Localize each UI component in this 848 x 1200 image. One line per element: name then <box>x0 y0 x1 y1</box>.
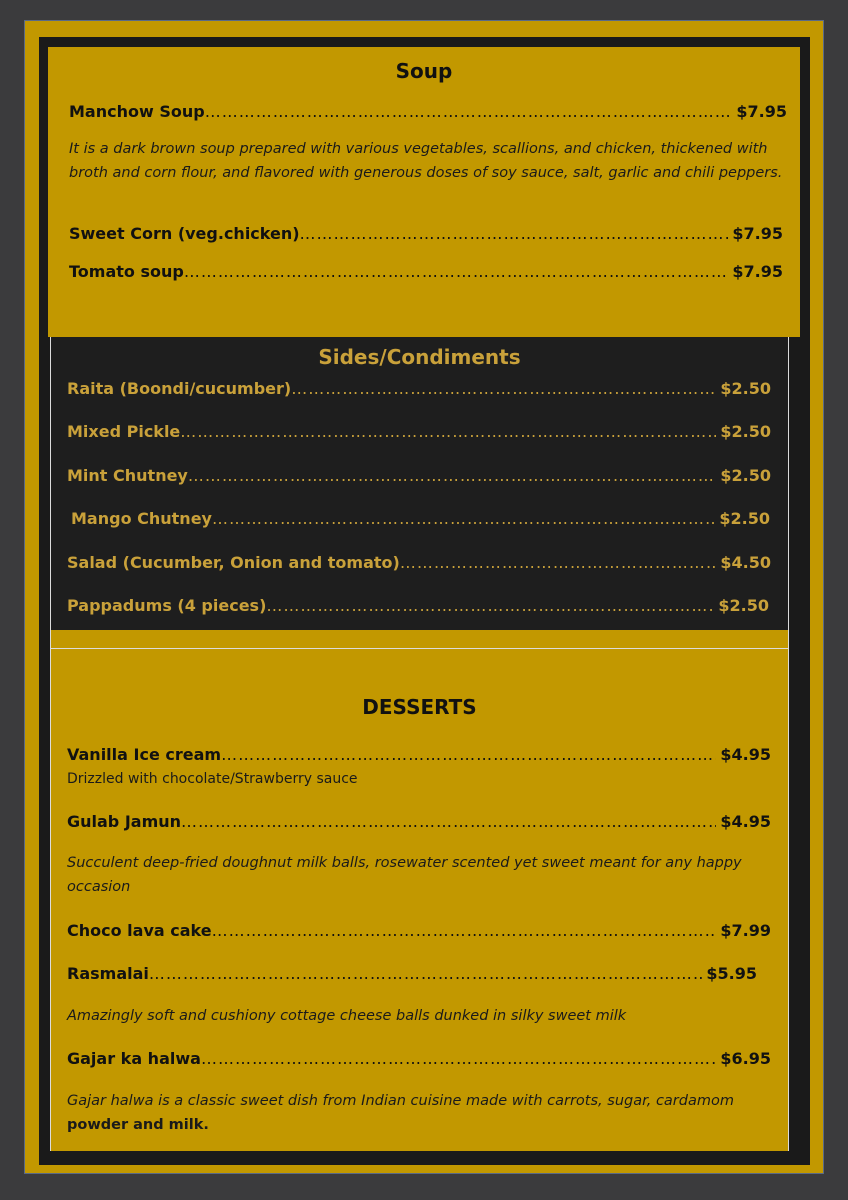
leader-dots <box>184 262 729 281</box>
leader-dots <box>212 509 715 528</box>
menu-item-vanilla-ice-cream <box>67 745 771 764</box>
menu-item-manchow-soup <box>69 102 787 121</box>
leader-dots <box>400 553 717 572</box>
menu-item-raita <box>67 379 771 398</box>
item-name: Pappadums (4 pieces) <box>67 596 267 615</box>
leader-dots <box>291 379 716 398</box>
item-name: Raita (Boondi/cucumber) <box>67 379 292 398</box>
desserts-section <box>50 648 789 1151</box>
item-price: $4.95 <box>720 745 771 764</box>
item-price: $7.99 <box>720 921 771 940</box>
leader-dots <box>181 812 716 831</box>
item-name: Mint Chutney <box>67 466 188 485</box>
leader-dots <box>149 964 703 983</box>
item-description: Amazingly soft and cushiony cottage cheese balls dunked in silky sweet milk <box>67 1008 627 1024</box>
item-name: Gajar ka halwa <box>67 1049 201 1068</box>
item-price: $2.50 <box>720 422 771 441</box>
section-divider <box>50 630 789 648</box>
menu-item-sweet-corn <box>69 224 783 243</box>
item-name: Salad (Cucumber, Onion and tomato) <box>67 553 400 572</box>
item-price: $4.95 <box>720 812 771 831</box>
leader-dots <box>300 224 729 243</box>
leader-dots <box>266 596 714 615</box>
item-note: Drizzled with chocolate/Strawberry sauce <box>67 771 358 787</box>
item-price: $2.50 <box>718 596 769 615</box>
menu-item-tomato-soup <box>69 262 783 281</box>
leader-dots <box>221 745 716 764</box>
item-description <box>67 1089 771 1137</box>
item-price: $6.95 <box>720 1049 771 1068</box>
sides-title: Sides/Condiments <box>318 345 521 369</box>
item-price: $4.50 <box>720 553 771 572</box>
leader-dots <box>201 1049 716 1068</box>
item-description: It is a dark brown soup prepared with various vegetables, scallions, and chicken, thickened with broth and corn flour, and flavored with generous doses of soy sauce, salt, garlic and chili peppers. <box>69 141 783 181</box>
item-price: $2.50 <box>720 379 771 398</box>
item-description-text: Gajar halwa is a classic sweet dish from Indian cuisine made with carrots, sugar, cardamom <box>67 1093 734 1109</box>
item-price: $7.95 <box>736 102 787 121</box>
item-name: Choco lava cake <box>67 921 212 940</box>
item-price: $2.50 <box>720 466 771 485</box>
item-description-tail: powder and milk. <box>67 1117 209 1133</box>
menu-item-pappadums <box>67 596 769 615</box>
item-name: Manchow Soup <box>69 102 205 121</box>
item-name: Tomato soup <box>69 262 184 281</box>
item-price: $5.95 <box>706 964 757 983</box>
item-name: Mixed Pickle <box>67 422 181 441</box>
menu-item-mixed-pickle <box>67 422 771 441</box>
menu-item-mango-chutney <box>71 509 770 528</box>
soup-section <box>48 47 800 337</box>
item-description: Succulent deep-fried doughnut milk balls, rosewater scented yet sweet meant for any happy occasion <box>67 855 742 895</box>
item-name: Vanilla Ice cream <box>67 745 222 764</box>
menu-item-choco-lava-cake <box>67 921 771 940</box>
item-name: Rasmalai <box>67 964 149 983</box>
item-name: Sweet Corn (veg.chicken) <box>69 224 300 243</box>
leader-dots <box>205 102 733 121</box>
leader-dots <box>188 466 717 485</box>
soup-title: Soup <box>395 59 453 83</box>
desserts-title: DESSERTS <box>362 695 477 719</box>
menu-item-salad <box>67 553 771 572</box>
leader-dots <box>212 921 717 940</box>
menu-item-gulab-jamun <box>67 812 771 831</box>
menu-item-gajar-ka-halwa <box>67 1049 771 1068</box>
item-price: $7.95 <box>732 224 783 243</box>
item-price: $2.50 <box>719 509 770 528</box>
leader-dots <box>180 422 716 441</box>
menu-item-rasmalai <box>67 964 757 983</box>
item-price: $7.95 <box>732 262 783 281</box>
sides-section <box>50 337 789 630</box>
item-name: Gulab Jamun <box>67 812 182 831</box>
item-name: Mango Chutney <box>71 509 212 528</box>
menu-item-mint-chutney <box>67 466 771 485</box>
